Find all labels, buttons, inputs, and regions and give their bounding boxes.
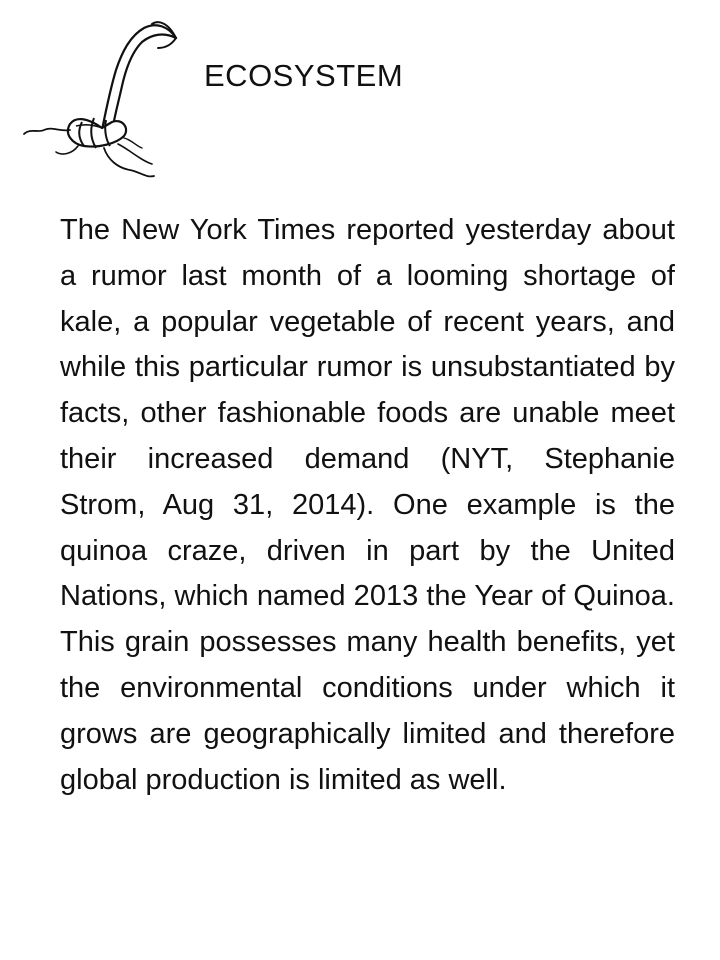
page-title: ECOSYSTEM xyxy=(204,58,404,93)
article-paragraph: The New York Times reported yesterday about a rumor last month of a looming shortage of kale, a popular vegetable of recent years, and while this particular rumor is unsubstantiated by facts, other fashionable foods are unable meet their increased demand (NYT, Stephanie Strom, Aug 31, 2014). One example is the quinoa craze, driven in part by the United Nations, which named 2013 the Year of Quinoa. This grain possesses many health benefits, yet the environmental conditions under which it grows are geographically limited and therefore global production is limited as well. xyxy=(60,214,675,796)
sprouting-seed-icon xyxy=(18,18,193,190)
